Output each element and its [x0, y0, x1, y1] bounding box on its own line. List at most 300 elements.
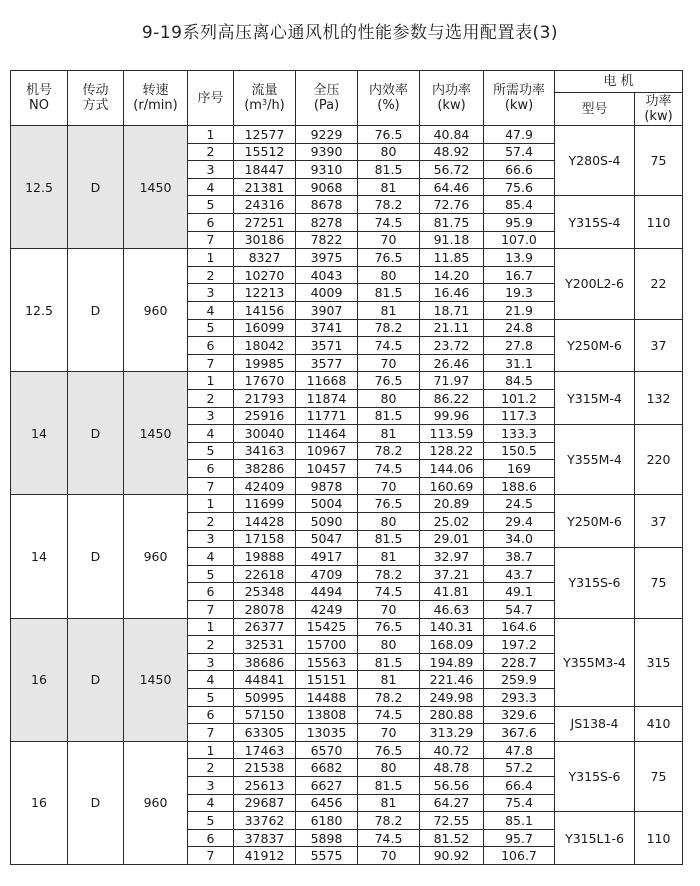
required-power-cell: 57.4 [484, 143, 555, 161]
required-power-cell: 117.3 [484, 407, 555, 425]
pressure-cell: 5047 [296, 530, 358, 548]
pressure-cell: 5575 [296, 847, 358, 865]
seq-cell: 1 [188, 495, 234, 513]
flow-cell: 24316 [234, 196, 296, 214]
motor-model-cell: Y315M-4 [555, 372, 635, 425]
required-power-cell: 43.7 [484, 565, 555, 583]
seq-cell: 5 [188, 442, 234, 460]
required-power-cell: 259.9 [484, 671, 555, 689]
table-row [11, 741, 683, 759]
required-power-cell: 293.3 [484, 689, 555, 707]
internal-power-cell: 72.55 [420, 812, 484, 830]
group-no-cell: 12.5 [11, 126, 68, 249]
efficiency-cell: 70 [358, 231, 420, 249]
flow-cell: 34163 [234, 442, 296, 460]
efficiency-cell: 74.5 [358, 829, 420, 847]
seq-cell: 4 [188, 794, 234, 812]
pressure-cell: 5898 [296, 829, 358, 847]
pressure-cell: 9229 [296, 126, 358, 144]
internal-power-cell: 29.01 [420, 530, 484, 548]
motor-power-cell: 37 [635, 319, 683, 372]
efficiency-cell: 81.5 [358, 284, 420, 302]
table-row [11, 372, 683, 390]
flow-cell: 50995 [234, 689, 296, 707]
header-no: 机号 NO [11, 71, 68, 126]
flow-cell: 42409 [234, 477, 296, 495]
motor-power-cell: 75 [635, 741, 683, 811]
motor-power-cell: 315 [635, 618, 683, 706]
pressure-cell: 9878 [296, 477, 358, 495]
header-pressure: 全压 (Pa) [296, 71, 358, 126]
seq-cell: 1 [188, 741, 234, 759]
efficiency-cell: 76.5 [358, 741, 420, 759]
efficiency-cell: 70 [358, 724, 420, 742]
efficiency-cell: 81 [358, 548, 420, 566]
table-row [11, 126, 683, 144]
seq-cell: 7 [188, 847, 234, 865]
flow-cell: 22618 [234, 565, 296, 583]
internal-power-cell: 56.56 [420, 776, 484, 794]
motor-model-cell: Y315S-4 [555, 196, 635, 249]
group-drive-cell: D [68, 372, 124, 495]
pressure-cell: 13808 [296, 706, 358, 724]
motor-power-cell: 110 [635, 196, 683, 249]
motor-model-cell: Y280S-4 [555, 126, 635, 196]
flow-cell: 57150 [234, 706, 296, 724]
seq-cell: 6 [188, 460, 234, 478]
pressure-cell: 6456 [296, 794, 358, 812]
pressure-cell: 3907 [296, 301, 358, 319]
header-motor-power: 功率 (kw) [635, 93, 683, 126]
seq-cell: 7 [188, 231, 234, 249]
flow-cell: 63305 [234, 724, 296, 742]
group-speed-cell: 1450 [124, 618, 188, 741]
motor-power-cell: 110 [635, 812, 683, 865]
pressure-cell: 4249 [296, 601, 358, 619]
efficiency-cell: 81.5 [358, 530, 420, 548]
seq-cell: 3 [188, 284, 234, 302]
required-power-cell: 85.4 [484, 196, 555, 214]
header-seq: 序号 [188, 71, 234, 126]
internal-power-cell: 64.46 [420, 178, 484, 196]
required-power-cell: 95.7 [484, 829, 555, 847]
efficiency-cell: 81.5 [358, 776, 420, 794]
efficiency-cell: 78.2 [358, 319, 420, 337]
efficiency-cell: 78.2 [358, 689, 420, 707]
seq-cell: 2 [188, 636, 234, 654]
internal-power-cell: 113.59 [420, 425, 484, 443]
efficiency-cell: 80 [358, 143, 420, 161]
group-no-cell: 16 [11, 741, 68, 864]
motor-power-cell: 410 [635, 706, 683, 741]
internal-power-cell: 128.22 [420, 442, 484, 460]
seq-cell: 4 [188, 178, 234, 196]
efficiency-cell: 76.5 [358, 372, 420, 390]
efficiency-cell: 78.2 [358, 196, 420, 214]
efficiency-cell: 81.5 [358, 161, 420, 179]
seq-cell: 5 [188, 319, 234, 337]
group-speed-cell: 960 [124, 249, 188, 372]
flow-cell: 37837 [234, 829, 296, 847]
internal-power-cell: 140.31 [420, 618, 484, 636]
pressure-cell: 4043 [296, 266, 358, 284]
required-power-cell: 27.8 [484, 337, 555, 355]
seq-cell: 6 [188, 706, 234, 724]
header-motor-model: 型号 [555, 93, 635, 126]
header-internal-power: 内功率 (kw) [420, 71, 484, 126]
efficiency-cell: 80 [358, 513, 420, 531]
flow-cell: 12213 [234, 284, 296, 302]
efficiency-cell: 78.2 [358, 442, 420, 460]
internal-power-cell: 32.97 [420, 548, 484, 566]
flow-cell: 17670 [234, 372, 296, 390]
seq-cell: 3 [188, 407, 234, 425]
group-no-cell: 14 [11, 372, 68, 495]
table-row [11, 495, 683, 513]
flow-cell: 8327 [234, 249, 296, 267]
seq-cell: 7 [188, 601, 234, 619]
internal-power-cell: 81.75 [420, 213, 484, 231]
pressure-cell: 15425 [296, 618, 358, 636]
efficiency-cell: 81 [358, 794, 420, 812]
internal-power-cell: 48.78 [420, 759, 484, 777]
required-power-cell: 19.3 [484, 284, 555, 302]
flow-cell: 15512 [234, 143, 296, 161]
motor-model-cell: Y355M3-4 [555, 618, 635, 706]
required-power-cell: 13.9 [484, 249, 555, 267]
flow-cell: 16099 [234, 319, 296, 337]
pressure-cell: 4917 [296, 548, 358, 566]
required-power-cell: 24.5 [484, 495, 555, 513]
pressure-cell: 9390 [296, 143, 358, 161]
internal-power-cell: 71.97 [420, 372, 484, 390]
pressure-cell: 13035 [296, 724, 358, 742]
pressure-cell: 9068 [296, 178, 358, 196]
internal-power-cell: 160.69 [420, 477, 484, 495]
internal-power-cell: 16.46 [420, 284, 484, 302]
efficiency-cell: 76.5 [358, 495, 420, 513]
seq-cell: 5 [188, 196, 234, 214]
performance-table [10, 70, 683, 865]
motor-power-cell: 22 [635, 249, 683, 319]
flow-cell: 25348 [234, 583, 296, 601]
flow-cell: 38686 [234, 653, 296, 671]
required-power-cell: 197.2 [484, 636, 555, 654]
seq-cell: 6 [188, 583, 234, 601]
internal-power-cell: 26.46 [420, 354, 484, 372]
efficiency-cell: 76.5 [358, 618, 420, 636]
internal-power-cell: 81.52 [420, 829, 484, 847]
pressure-cell: 9310 [296, 161, 358, 179]
required-power-cell: 106.7 [484, 847, 555, 865]
internal-power-cell: 168.09 [420, 636, 484, 654]
motor-power-cell: 132 [635, 372, 683, 425]
flow-cell: 18447 [234, 161, 296, 179]
seq-cell: 5 [188, 689, 234, 707]
efficiency-cell: 80 [358, 759, 420, 777]
seq-cell: 4 [188, 301, 234, 319]
efficiency-cell: 70 [358, 847, 420, 865]
pressure-cell: 5004 [296, 495, 358, 513]
pressure-cell: 6682 [296, 759, 358, 777]
internal-power-cell: 86.22 [420, 389, 484, 407]
flow-cell: 25916 [234, 407, 296, 425]
motor-model-cell: JS138-4 [555, 706, 635, 741]
flow-cell: 32531 [234, 636, 296, 654]
motor-model-cell: Y315L1-6 [555, 812, 635, 865]
required-power-cell: 75.6 [484, 178, 555, 196]
pressure-cell: 5090 [296, 513, 358, 531]
efficiency-cell: 70 [358, 477, 420, 495]
internal-power-cell: 48.92 [420, 143, 484, 161]
internal-power-cell: 46.63 [420, 601, 484, 619]
header-flow: 流量 $(m^3/h)$ [234, 71, 296, 126]
header-drive: 传动 方式 [68, 71, 124, 126]
efficiency-cell: 70 [358, 601, 420, 619]
internal-power-cell: 91.18 [420, 231, 484, 249]
internal-power-cell: 249.98 [420, 689, 484, 707]
flow-cell: 19985 [234, 354, 296, 372]
seq-cell: 3 [188, 530, 234, 548]
pressure-cell: 11771 [296, 407, 358, 425]
seq-cell: 1 [188, 372, 234, 390]
internal-power-cell: 99.96 [420, 407, 484, 425]
seq-cell: 6 [188, 213, 234, 231]
internal-power-cell: 56.72 [420, 161, 484, 179]
required-power-cell: 24.8 [484, 319, 555, 337]
seq-cell: 6 [188, 337, 234, 355]
group-drive-cell: D [68, 495, 124, 618]
motor-model-cell: Y355M-4 [555, 425, 635, 495]
group-drive-cell: D [68, 126, 124, 249]
efficiency-cell: 81 [358, 178, 420, 196]
required-power-cell: 169 [484, 460, 555, 478]
pressure-cell: 3577 [296, 354, 358, 372]
flow-cell: 14428 [234, 513, 296, 531]
pressure-cell: 11668 [296, 372, 358, 390]
pressure-cell: 14488 [296, 689, 358, 707]
internal-power-cell: 221.46 [420, 671, 484, 689]
flow-cell: 14156 [234, 301, 296, 319]
flow-cell: 30186 [234, 231, 296, 249]
efficiency-cell: 78.2 [358, 565, 420, 583]
pressure-cell: 6627 [296, 776, 358, 794]
efficiency-cell: 74.5 [358, 583, 420, 601]
flow-cell: 41912 [234, 847, 296, 865]
required-power-cell: 228.7 [484, 653, 555, 671]
flow-cell: 17158 [234, 530, 296, 548]
efficiency-cell: 78.2 [358, 812, 420, 830]
flow-cell: 27251 [234, 213, 296, 231]
pressure-cell: 6570 [296, 741, 358, 759]
group-speed-cell: 960 [124, 495, 188, 618]
seq-cell: 7 [188, 354, 234, 372]
internal-power-cell: 313.29 [420, 724, 484, 742]
required-power-cell: 49.1 [484, 583, 555, 601]
flow-cell: 18042 [234, 337, 296, 355]
pressure-cell: 15700 [296, 636, 358, 654]
required-power-cell: 38.7 [484, 548, 555, 566]
pressure-cell: 15151 [296, 671, 358, 689]
required-power-cell: 57.2 [484, 759, 555, 777]
required-power-cell: 164.6 [484, 618, 555, 636]
flow-cell: 21381 [234, 178, 296, 196]
efficiency-cell: 70 [358, 354, 420, 372]
flow-cell: 29687 [234, 794, 296, 812]
flow-cell: 19888 [234, 548, 296, 566]
header-efficiency: 内效率 (%) [358, 71, 420, 126]
seq-cell: 2 [188, 759, 234, 777]
internal-power-cell: 144.06 [420, 460, 484, 478]
group-no-cell: 16 [11, 618, 68, 741]
motor-model-cell: Y250M-6 [555, 319, 635, 372]
required-power-cell: 47.9 [484, 126, 555, 144]
efficiency-cell: 80 [358, 266, 420, 284]
motor-power-cell: 75 [635, 126, 683, 196]
seq-cell: 1 [188, 126, 234, 144]
page-title: 9-19系列高压离心通风机的性能参数与选用配置表(3) [141, 23, 559, 43]
group-speed-cell: 1450 [124, 126, 188, 249]
flow-cell: 28078 [234, 601, 296, 619]
seq-cell: 4 [188, 671, 234, 689]
required-power-cell: 329.6 [484, 706, 555, 724]
pressure-cell: 10457 [296, 460, 358, 478]
seq-cell: 2 [188, 266, 234, 284]
internal-power-cell: 23.72 [420, 337, 484, 355]
flow-cell: 21793 [234, 389, 296, 407]
flow-cell: 10270 [234, 266, 296, 284]
internal-power-cell: 90.92 [420, 847, 484, 865]
pressure-cell: 4709 [296, 565, 358, 583]
internal-power-cell: 64.27 [420, 794, 484, 812]
seq-cell: 1 [188, 618, 234, 636]
seq-cell: 3 [188, 776, 234, 794]
internal-power-cell: 20.89 [420, 495, 484, 513]
required-power-cell: 54.7 [484, 601, 555, 619]
seq-cell: 2 [188, 143, 234, 161]
internal-power-cell: 21.11 [420, 319, 484, 337]
pressure-cell: 11464 [296, 425, 358, 443]
group-drive-cell: D [68, 741, 124, 864]
required-power-cell: 29.4 [484, 513, 555, 531]
efficiency-cell: 74.5 [358, 706, 420, 724]
efficiency-cell: 81 [358, 301, 420, 319]
required-power-cell: 150.5 [484, 442, 555, 460]
required-power-cell: 85.1 [484, 812, 555, 830]
pressure-cell: 8678 [296, 196, 358, 214]
efficiency-cell: 80 [358, 636, 420, 654]
table-header [11, 71, 683, 126]
internal-power-cell: 25.02 [420, 513, 484, 531]
required-power-cell: 66.4 [484, 776, 555, 794]
seq-cell: 5 [188, 565, 234, 583]
pressure-cell: 4494 [296, 583, 358, 601]
flow-cell: 17463 [234, 741, 296, 759]
internal-power-cell: 37.21 [420, 565, 484, 583]
efficiency-cell: 74.5 [358, 213, 420, 231]
internal-power-cell: 41.81 [420, 583, 484, 601]
required-power-cell: 16.7 [484, 266, 555, 284]
pressure-cell: 10967 [296, 442, 358, 460]
efficiency-cell: 76.5 [358, 126, 420, 144]
pressure-cell: 7822 [296, 231, 358, 249]
pressure-cell: 3571 [296, 337, 358, 355]
required-power-cell: 31.1 [484, 354, 555, 372]
internal-power-cell: 11.85 [420, 249, 484, 267]
required-power-cell: 84.5 [484, 372, 555, 390]
motor-model-cell: Y200L2-6 [555, 249, 635, 319]
flow-cell: 30040 [234, 425, 296, 443]
flow-cell: 26377 [234, 618, 296, 636]
pressure-cell: 4009 [296, 284, 358, 302]
required-power-cell: 133.3 [484, 425, 555, 443]
seq-cell: 2 [188, 389, 234, 407]
group-no-cell: 12.5 [11, 249, 68, 372]
motor-power-cell: 220 [635, 425, 683, 495]
internal-power-cell: 194.89 [420, 653, 484, 671]
internal-power-cell: 14.20 [420, 266, 484, 284]
internal-power-cell: 40.84 [420, 126, 484, 144]
table-row [11, 249, 683, 267]
group-drive-cell: D [68, 618, 124, 741]
flow-cell: 38286 [234, 460, 296, 478]
flow-cell: 11699 [234, 495, 296, 513]
seq-cell: 4 [188, 548, 234, 566]
motor-model-cell: Y315S-6 [555, 741, 635, 811]
pressure-cell: 6180 [296, 812, 358, 830]
required-power-cell: 188.6 [484, 477, 555, 495]
internal-power-cell: 280.88 [420, 706, 484, 724]
seq-cell: 7 [188, 477, 234, 495]
flow-cell: 44841 [234, 671, 296, 689]
seq-cell: 4 [188, 425, 234, 443]
flow-cell: 12577 [234, 126, 296, 144]
efficiency-cell: 74.5 [358, 460, 420, 478]
efficiency-cell: 81 [358, 425, 420, 443]
required-power-cell: 95.9 [484, 213, 555, 231]
header-speed: 转速 (r/min) [124, 71, 188, 126]
group-speed-cell: 1450 [124, 372, 188, 495]
efficiency-cell: 81.5 [358, 653, 420, 671]
flow-cell: 33762 [234, 812, 296, 830]
required-power-cell: 66.6 [484, 161, 555, 179]
motor-power-cell: 75 [635, 548, 683, 618]
seq-cell: 5 [188, 812, 234, 830]
seq-cell: 3 [188, 653, 234, 671]
seq-cell: 3 [188, 161, 234, 179]
pressure-cell: 8278 [296, 213, 358, 231]
group-drive-cell: D [68, 249, 124, 372]
internal-power-cell: 72.76 [420, 196, 484, 214]
motor-power-cell: 37 [635, 495, 683, 548]
required-power-cell: 75.4 [484, 794, 555, 812]
internal-power-cell: 18.71 [420, 301, 484, 319]
efficiency-cell: 76.5 [358, 249, 420, 267]
required-power-cell: 21.9 [484, 301, 555, 319]
group-speed-cell: 960 [124, 741, 188, 864]
required-power-cell: 367.6 [484, 724, 555, 742]
pressure-cell: 15563 [296, 653, 358, 671]
efficiency-cell: 74.5 [358, 337, 420, 355]
motor-model-cell: Y315S-6 [555, 548, 635, 618]
efficiency-cell: 81 [358, 671, 420, 689]
seq-cell: 1 [188, 249, 234, 267]
required-power-cell: 47.8 [484, 741, 555, 759]
header-required-power: 所需功率 (kw) [484, 71, 555, 126]
group-no-cell: 14 [11, 495, 68, 618]
pressure-cell: 3975 [296, 249, 358, 267]
pressure-cell: 3741 [296, 319, 358, 337]
